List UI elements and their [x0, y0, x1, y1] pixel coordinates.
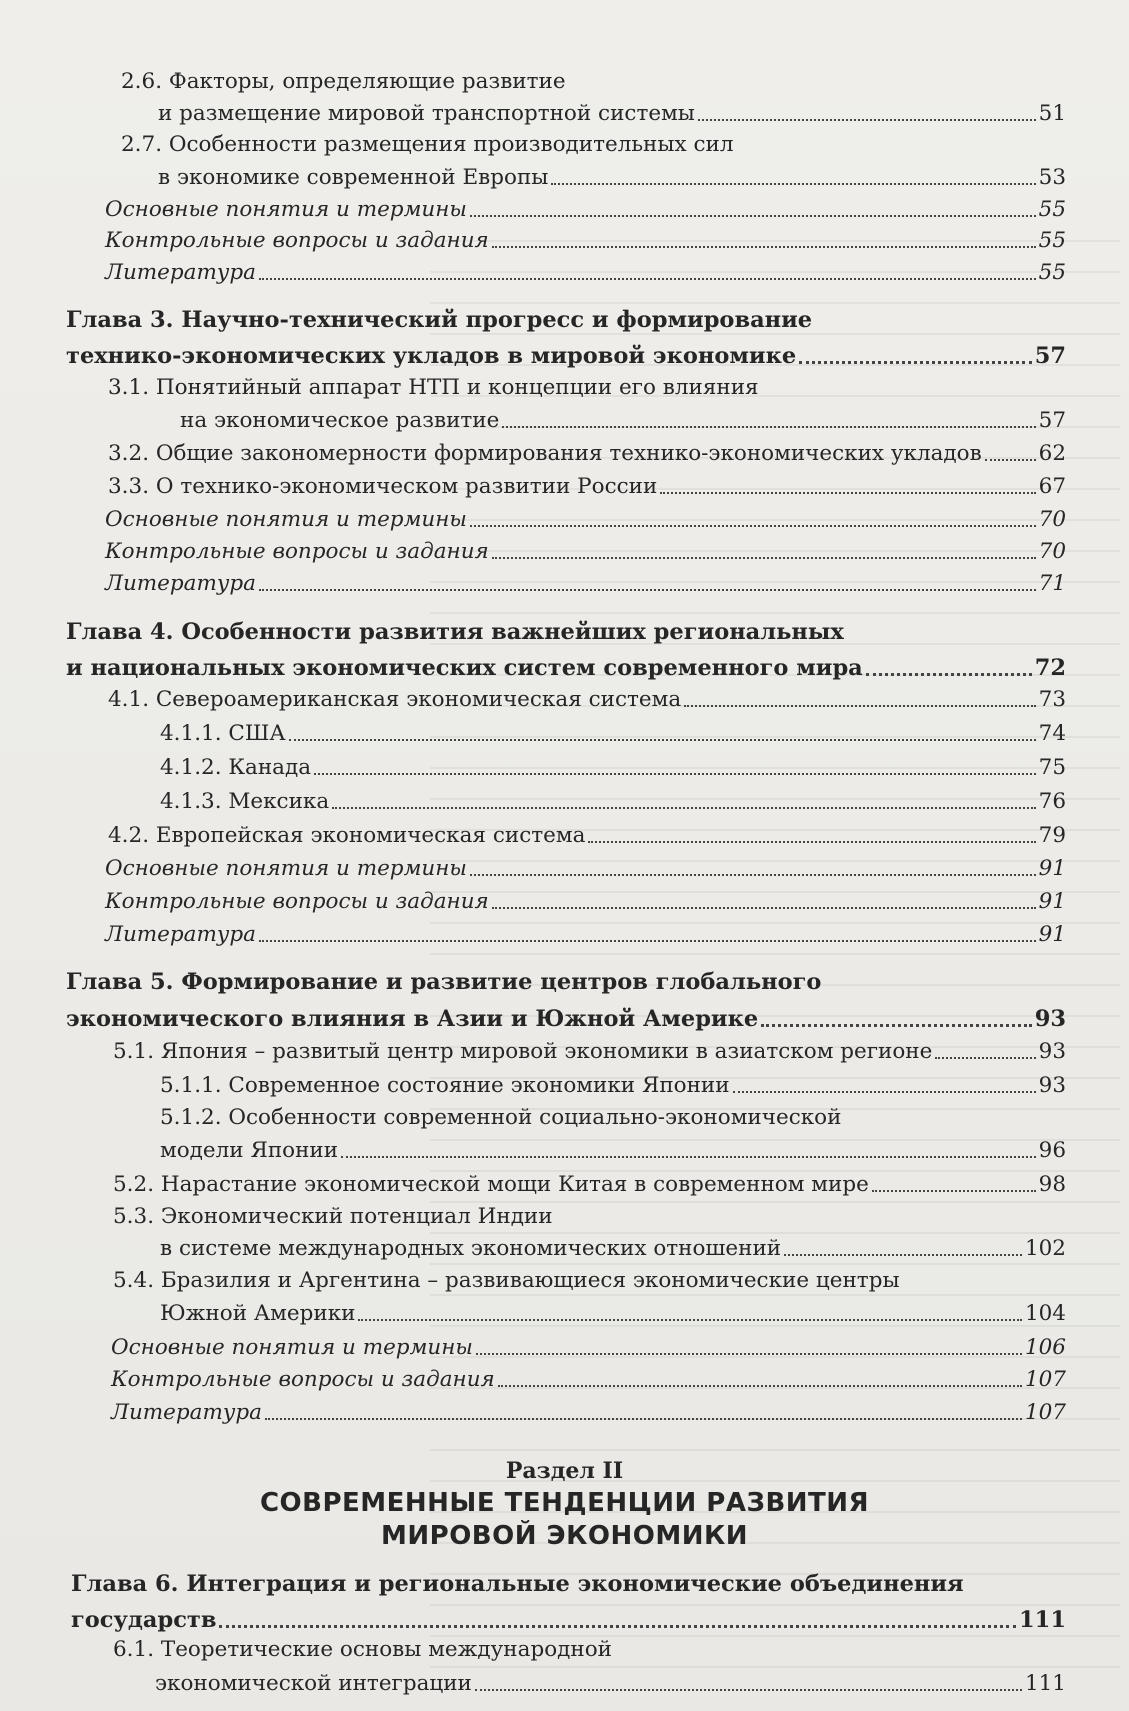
- toc-entry: [160, 784, 1066, 817]
- chapter-entry: [66, 305, 812, 335]
- entry-title: Основные понятия и термины: [105, 506, 467, 532]
- page-number: 93: [1038, 1038, 1066, 1064]
- page-number: 104: [1024, 1300, 1066, 1326]
- dot-leader: [588, 819, 1035, 843]
- entry-title: 3.3. О технико-экономическом развитии России: [108, 473, 658, 499]
- entry-title: 4.1. Североамериканская экономическая система: [108, 686, 682, 712]
- page-number: 106: [1024, 1334, 1066, 1360]
- page-number: 71: [1038, 570, 1066, 596]
- page-number: 55: [1038, 227, 1066, 253]
- toc-entry: [105, 884, 1066, 917]
- page-number: 96: [1038, 1137, 1066, 1163]
- entry-title: 2.6. Факторы, определяющие развитие: [121, 69, 566, 94]
- page-number: 91: [1038, 888, 1066, 914]
- dot-leader: [985, 437, 1036, 461]
- chapter-entry: [66, 967, 821, 997]
- page-number: 102: [1024, 1235, 1066, 1261]
- dot-leader: [492, 885, 1036, 909]
- page-number: 75: [1038, 754, 1066, 780]
- entry-title: 4.1.2. Канада: [160, 754, 312, 780]
- entry-title: Южной Америки: [160, 1300, 356, 1326]
- page-number: 111: [1024, 1670, 1066, 1696]
- entry-title: в экономике современной Европы: [158, 164, 549, 190]
- page-number: 74: [1038, 720, 1066, 746]
- dot-leader: [265, 1396, 1022, 1420]
- page-number: 93: [1038, 1072, 1066, 1098]
- toc-entry: [160, 1068, 1066, 1101]
- toc-entry: [108, 469, 1066, 502]
- toc-entry: [160, 750, 1066, 783]
- entry-title: 6.1. Теоретические основы международной: [113, 1637, 613, 1662]
- dot-leader: [341, 1134, 1036, 1158]
- entry-title: Литература: [105, 570, 256, 596]
- page-number: 93: [1034, 1005, 1066, 1032]
- entry-title: 4.1.3. Мексика: [160, 788, 330, 814]
- chapter-entry: [71, 1569, 964, 1599]
- entry-title: в системе международных экономических отношений: [160, 1235, 782, 1261]
- entry-title: государств: [71, 1606, 217, 1633]
- dot-leader: [259, 918, 1036, 942]
- dot-leader: [660, 470, 1035, 494]
- toc-entry: [105, 917, 1066, 950]
- chapter-entry: [66, 337, 1066, 371]
- dot-leader: [551, 161, 1035, 185]
- toc-entry: [160, 716, 1066, 749]
- page-number: 72: [1034, 654, 1066, 681]
- page-number: 51: [1038, 100, 1066, 126]
- toc-entry: [180, 403, 1066, 436]
- entry-title: Контрольные вопросы и задания: [111, 1366, 495, 1392]
- dot-leader: [799, 338, 1032, 364]
- dot-leader: [761, 1001, 1032, 1027]
- entry-title: 5.1.2. Особенности современной социально-экономической: [160, 1105, 842, 1130]
- entry-title: Литература: [105, 259, 256, 285]
- dot-leader: [358, 1297, 1021, 1321]
- toc-entry: [108, 436, 1066, 469]
- dot-leader: [698, 97, 1036, 121]
- entry-title: Основные понятия и термины: [111, 1334, 473, 1360]
- page-number: 62: [1038, 440, 1066, 466]
- chapter-entry: [66, 1000, 1066, 1034]
- page-number: 76: [1038, 788, 1066, 814]
- dot-leader: [492, 535, 1036, 559]
- entry-title: 3.2. Общие закономерности формирования технико-экономических укладов: [108, 440, 982, 466]
- dot-leader: [470, 852, 1036, 876]
- page-number: 91: [1038, 921, 1066, 947]
- section-title-line2: МИРОВОЙ ЭКОНОМИКИ: [381, 1521, 748, 1551]
- entry-title: 5.4. Бразилия и Аргентина – развивающиеся экономические центры: [113, 1268, 900, 1293]
- dot-leader: [784, 1232, 1022, 1256]
- entry-title: 5.2. Нарастание экономической мощи Китая в современном мире: [113, 1171, 869, 1197]
- dot-leader: [872, 1168, 1036, 1192]
- page-number: 91: [1038, 855, 1066, 881]
- entry-title: технико-экономических укладов в мировой экономике: [66, 342, 797, 369]
- toc-entry: [158, 96, 1066, 129]
- dot-leader: [502, 404, 1035, 428]
- page-number: 55: [1038, 259, 1066, 285]
- toc-entry: [160, 1133, 1066, 1166]
- dot-leader: [470, 193, 1036, 217]
- entry-title: экономического влияния в Азии и Южной Америке: [66, 1005, 759, 1032]
- toc-entry: [105, 223, 1066, 256]
- page-number: 73: [1038, 686, 1066, 712]
- dot-leader: [332, 785, 1035, 809]
- entry-title: 5.1.1. Современное состояние экономики Японии: [160, 1072, 730, 1098]
- page-number: 67: [1038, 473, 1066, 499]
- toc-entry: [160, 1231, 1066, 1264]
- toc-entry: [121, 67, 566, 97]
- dot-leader: [684, 683, 1035, 707]
- entry-title: 5.3. Экономический потенциал Индии: [113, 1204, 553, 1229]
- page-number: 98: [1038, 1171, 1066, 1197]
- dot-leader: [935, 1035, 1035, 1059]
- toc-entry: [105, 255, 1066, 288]
- toc-entry: [160, 1103, 841, 1133]
- dot-leader: [259, 567, 1036, 591]
- entry-title: Контрольные вопросы и задания: [105, 227, 489, 253]
- toc-entry: [160, 1296, 1066, 1329]
- page-number: 57: [1038, 407, 1066, 433]
- entry-title: Основные понятия и термины: [105, 196, 467, 222]
- page-number: 70: [1038, 538, 1066, 564]
- toc-entry: [105, 192, 1066, 225]
- toc-entry: [113, 1635, 612, 1665]
- toc-entry: [105, 566, 1066, 599]
- toc-entry: [105, 502, 1066, 535]
- dot-leader: [289, 717, 1036, 741]
- toc-entry: [155, 1666, 1066, 1699]
- dot-leader: [219, 1602, 1016, 1628]
- entry-title: Основные понятия и термины: [105, 855, 467, 881]
- section-number: Раздел II: [505, 1458, 624, 1484]
- toc-entry: [111, 1395, 1066, 1428]
- dot-leader: [866, 650, 1032, 676]
- entry-title: 4.1.1. США: [160, 720, 286, 746]
- toc-entry: [111, 1330, 1066, 1363]
- entry-title: Литература: [105, 921, 256, 947]
- toc-entry: [113, 1266, 900, 1296]
- entry-title: модели Японии: [160, 1137, 339, 1163]
- page-number: 107: [1024, 1366, 1066, 1392]
- toc-entry: [158, 160, 1066, 193]
- toc-entry: [105, 851, 1066, 884]
- page-number: 79: [1038, 822, 1066, 848]
- section-title-line1: СОВРЕМЕННЫЕ ТЕНДЕНЦИИ РАЗВИТИЯ: [259, 1488, 870, 1518]
- toc-entry: [108, 682, 1066, 715]
- entry-title: 5.1. Япония – развитый центр мировой экономики в азиатском регионе: [113, 1038, 933, 1064]
- dot-leader: [733, 1069, 1036, 1093]
- entry-title: 3.1. Понятийный аппарат НТП и концепции его влияния: [108, 375, 759, 400]
- entry-title: Глава 3. Научно-технический прогресс и формирование: [66, 307, 813, 333]
- page-number: 107: [1024, 1399, 1066, 1425]
- dot-leader: [476, 1331, 1022, 1355]
- page-number: 55: [1038, 196, 1066, 222]
- entry-title: 4.2. Европейская экономическая система: [108, 822, 586, 848]
- entry-title: Контрольные вопросы и задания: [105, 538, 489, 564]
- dot-leader: [498, 1363, 1022, 1387]
- entry-title: и размещение мировой транспортной системы: [158, 100, 695, 126]
- dot-leader: [475, 1667, 1022, 1691]
- entry-title: экономической интеграции: [155, 1670, 472, 1696]
- entry-title: Контрольные вопросы и задания: [105, 888, 489, 914]
- chapter-entry: [66, 617, 844, 647]
- chapter-entry: [71, 1601, 1066, 1635]
- page-number: 53: [1038, 164, 1066, 190]
- entry-title: Глава 6. Интеграция и региональные экономические объединения: [71, 1571, 964, 1597]
- entry-title: Глава 4. Особенности развития важнейших региональных: [66, 619, 844, 645]
- toc-entry: [111, 1362, 1066, 1395]
- toc-entry: [105, 534, 1066, 567]
- toc-entry: [113, 1167, 1066, 1200]
- page-number: 70: [1038, 506, 1066, 532]
- entry-title: и национальных экономических систем современного мира: [66, 654, 863, 681]
- entry-title: 2.7. Особенности размещения производительных сил: [121, 132, 734, 157]
- page-number: 111: [1019, 1606, 1066, 1633]
- dot-leader: [259, 256, 1036, 280]
- toc-entry: [113, 1034, 1066, 1067]
- toc-entry: [121, 130, 734, 160]
- toc-entry: [108, 818, 1066, 851]
- entry-title: Литература: [111, 1399, 262, 1425]
- dot-leader: [314, 751, 1036, 775]
- entry-title: Глава 5. Формирование и развитие центров глобального: [66, 969, 822, 995]
- toc-entry: [113, 1202, 553, 1232]
- entry-title: на экономическое развитие: [180, 407, 500, 433]
- chapter-entry: [66, 649, 1066, 683]
- dot-leader: [470, 503, 1036, 527]
- toc-entry: [108, 373, 759, 403]
- dot-leader: [492, 224, 1036, 248]
- page-number: 57: [1034, 342, 1066, 369]
